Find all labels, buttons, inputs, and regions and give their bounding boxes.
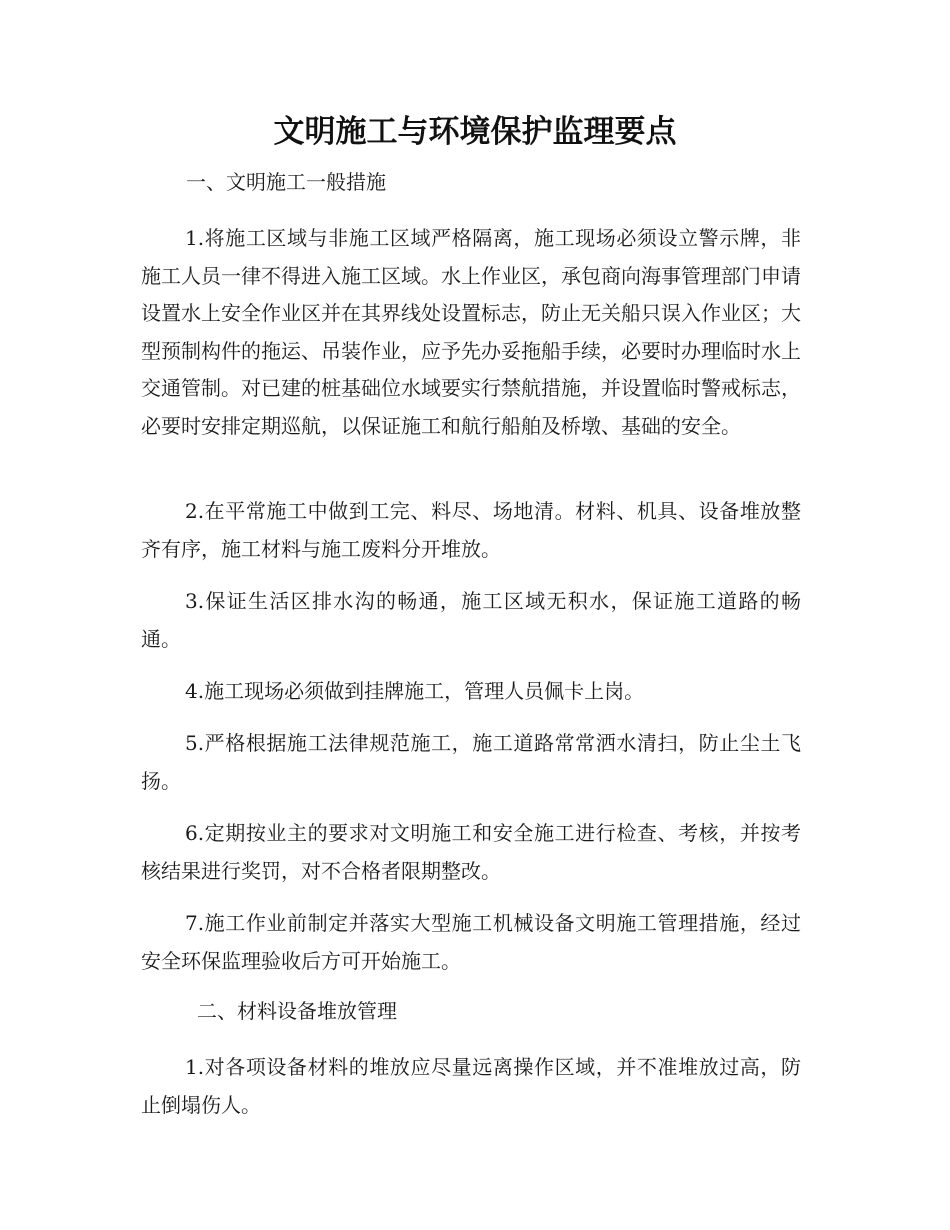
paragraph-2-1: 1.对各项设备材料的堆放应尽量远离操作区域，并不准堆放过高，防止倒塌伤人。: [141, 1055, 801, 1117]
paragraph-1-5: 5.严格根据施工法律规范施工，施工道路常常洒水清扫，防止尘土飞扬。: [141, 731, 801, 793]
paragraph-1-4: 4.施工现场必须做到挂牌施工，管理人员佩卡上岗。: [185, 679, 645, 703]
paragraph-1-3: 3.保证生活区排水沟的畅通，施工区域无积水，保证施工道路的畅通。: [141, 589, 801, 651]
paragraph-1-1: 1.将施工区域与非施工区域严格隔离，施工现场必须设立警示牌，非施工人员一律不得进入施工区域。水上作业区，承包商向海事管理部门申请设置水上安全作业区并在其界线处设置标志，防止无关船只误入作业区；大型预制构件的拖运、吊装作业，应予先办妥拖船手续，必要时办理临时水上交通管制。对已建的桩基础位水域要实行禁航措施，并设置临时警戒标志，必要时安排定期巡航，以保证施工和航行船舶及桥墩、基础的安全。: [141, 226, 801, 438]
document-title: 文明施工与环境保护监理要点: [273, 114, 677, 150]
section-heading-2: 二、材料设备堆放管理: [197, 999, 397, 1023]
paragraph-1-6: 6.定期按业主的要求对文明施工和安全施工进行检查、考核，并按考核结果进行奖罚，对不合格者限期整改。: [141, 821, 801, 883]
section-heading-1: 一、文明施工一般措施: [186, 170, 386, 194]
paragraph-1-2: 2.在平常施工中做到工完、料尽、场地清。材料、机具、设备堆放整齐有序，施工材料与施工废料分开堆放。: [141, 499, 801, 561]
paragraph-1-7: 7.施工作业前制定并落实大型施工机械设备文明施工管理措施，经过安全环保监理验收后方可开始施工。: [141, 911, 801, 973]
